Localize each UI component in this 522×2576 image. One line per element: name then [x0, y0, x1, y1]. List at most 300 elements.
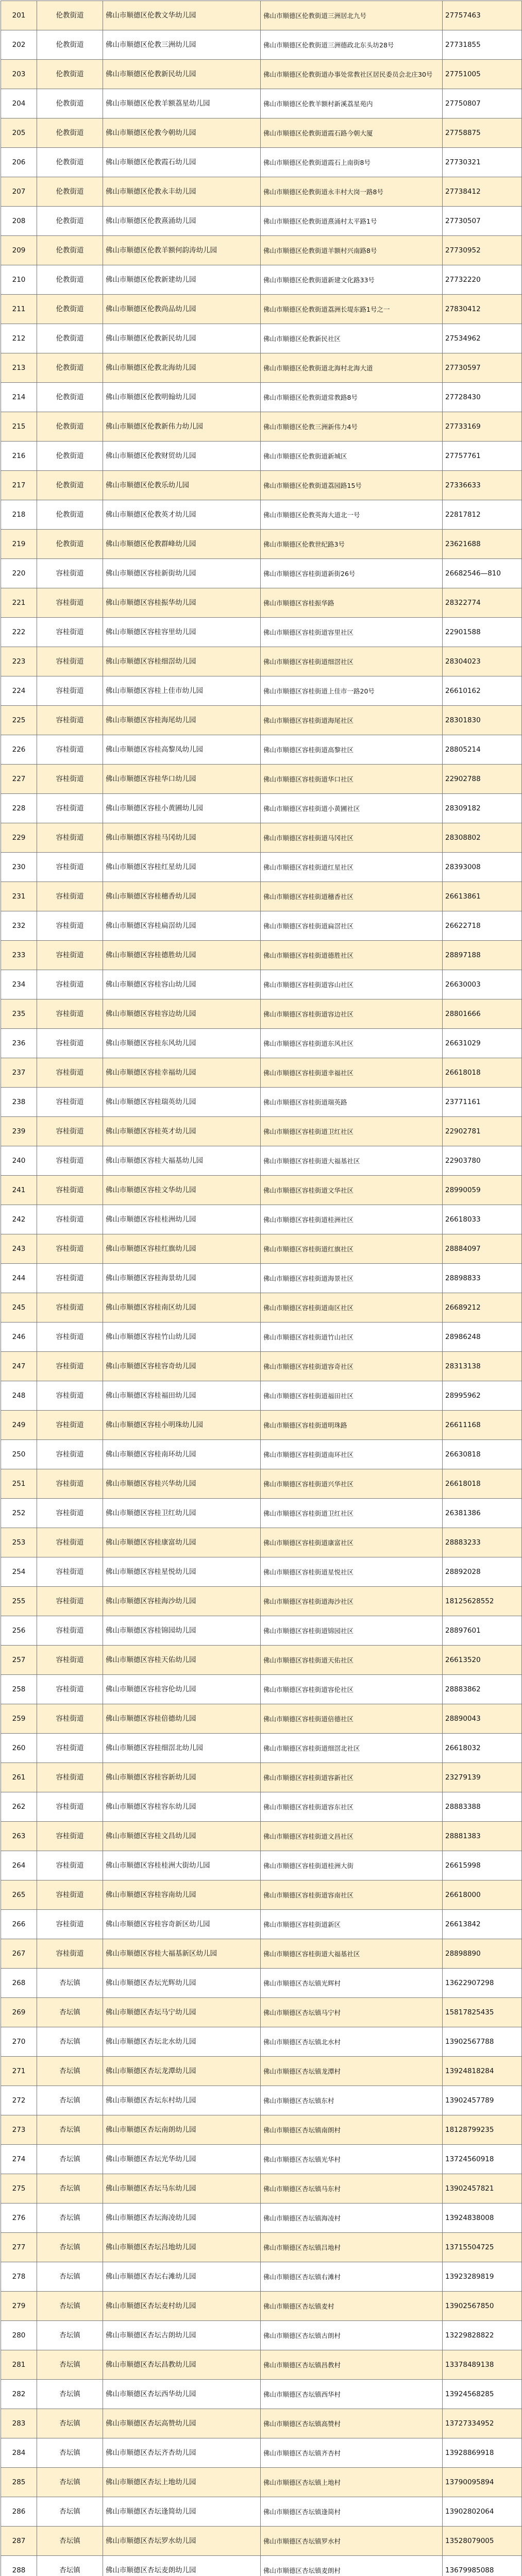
kindergarten-name-cell: 佛山市顺德区容桂小明珠幼儿园	[103, 1411, 261, 1440]
phone-cell: 27757463	[443, 1, 522, 30]
row-number-cell: 268	[1, 1969, 37, 1998]
row-number-cell: 236	[1, 1029, 37, 1058]
phone-cell: 23621688	[443, 530, 522, 559]
address-cell: 佛山市顺德区容桂街道容奇社区	[261, 1352, 443, 1381]
street-cell: 容桂街道	[37, 1910, 103, 1939]
kindergarten-name-cell: 佛山市顺德区杏坛上地幼儿园	[103, 2468, 261, 2497]
row-number-cell: 269	[1, 1998, 37, 2027]
kindergarten-name-cell: 佛山市顺德区容桂文昌幼儿园	[103, 1822, 261, 1851]
phone-cell: 26682546—810	[443, 559, 522, 588]
row-number-cell: 279	[1, 2292, 37, 2321]
row-number-cell: 286	[1, 2497, 37, 2527]
row-number-cell: 229	[1, 823, 37, 853]
kindergarten-name-cell: 佛山市顺德区伦教三洲幼儿园	[103, 30, 261, 60]
street-cell: 伦教街道	[37, 177, 103, 207]
address-cell: 佛山市顺德区容桂街道新街26号	[261, 559, 443, 588]
address-cell: 佛山市顺德区伦教羊额村新溪荔星苑内	[261, 89, 443, 118]
table-row	[1, 1939, 522, 1969]
kindergarten-name-cell: 佛山市顺德区容桂容山幼儿园	[103, 970, 261, 999]
kindergarten-name-cell: 佛山市顺德区杏坛西华幼儿园	[103, 2380, 261, 2409]
street-cell: 容桂街道	[37, 1734, 103, 1763]
table-row	[1, 794, 522, 823]
phone-cell: 13679985088	[443, 2556, 522, 2576]
street-cell: 伦教街道	[37, 207, 103, 236]
row-number-cell: 238	[1, 1088, 37, 1117]
phone-cell: 26613520	[443, 1646, 522, 1675]
table-row	[1, 1910, 522, 1939]
address-cell: 佛山市顺德区容桂振华路	[261, 588, 443, 618]
row-number-cell: 276	[1, 2204, 37, 2233]
address-cell: 佛山市顺德区杏坛镇东村	[261, 2086, 443, 2115]
address-cell: 佛山市顺德区容桂街道康富社区	[261, 1528, 443, 1557]
street-cell: 容桂街道	[37, 1587, 103, 1616]
address-cell: 佛山市顺德区容桂街道容东社区	[261, 1792, 443, 1822]
phone-cell: 26618033	[443, 1205, 522, 1234]
table-row	[1, 324, 522, 353]
phone-cell: 15817825435	[443, 1998, 522, 2027]
kindergarten-name-cell: 佛山市顺德区伦教羊额何韵涛幼儿园	[103, 236, 261, 265]
kindergarten-name-cell: 佛山市顺德区容桂新街幼儿园	[103, 559, 261, 588]
address-cell: 佛山市顺德区杏坛镇麦村	[261, 2292, 443, 2321]
street-cell: 容桂街道	[37, 1352, 103, 1381]
street-cell: 伦教街道	[37, 60, 103, 89]
phone-cell: 26611168	[443, 1411, 522, 1440]
table-row	[1, 1616, 522, 1646]
table-row	[1, 1146, 522, 1176]
table-row	[1, 823, 522, 853]
row-number-cell: 232	[1, 911, 37, 941]
table-row	[1, 1176, 522, 1205]
kindergarten-name-cell: 佛山市顺德区容桂英才幼儿园	[103, 1117, 261, 1146]
phone-cell: 26610162	[443, 676, 522, 706]
table-row	[1, 618, 522, 647]
row-number-cell: 257	[1, 1646, 37, 1675]
phone-cell: 28393008	[443, 853, 522, 882]
table-row	[1, 295, 522, 324]
address-cell: 佛山市顺德区伦教街道三洲德政北东头坊28号	[261, 30, 443, 60]
address-cell: 佛山市顺德区容桂街道东风社区	[261, 1029, 443, 1058]
phone-cell: 13924818284	[443, 2057, 522, 2086]
kindergarten-name-cell: 佛山市顺德区杏坛齐杏幼儿园	[103, 2438, 261, 2468]
kindergarten-name-cell: 佛山市顺德区容桂海尾幼儿园	[103, 706, 261, 735]
address-cell: 佛山市顺德区杏坛镇光华村	[261, 2145, 443, 2174]
phone-cell: 13902567788	[443, 2027, 522, 2057]
row-number-cell: 242	[1, 1205, 37, 1234]
street-cell: 伦教街道	[37, 471, 103, 500]
street-cell: 杏坛镇	[37, 2468, 103, 2497]
street-cell: 容桂街道	[37, 1880, 103, 1910]
kindergarten-name-cell: 佛山市顺德区伦教财贸幼儿园	[103, 442, 261, 471]
kindergarten-name-cell: 佛山市顺德区杏坛高赞幼儿园	[103, 2409, 261, 2438]
kindergarten-name-cell: 佛山市顺德区容桂容南幼儿园	[103, 1880, 261, 1910]
table-row	[1, 30, 522, 60]
row-number-cell: 263	[1, 1822, 37, 1851]
row-number-cell: 285	[1, 2468, 37, 2497]
table-row	[1, 1587, 522, 1616]
address-cell: 佛山市顺德区容桂街道瑞英路	[261, 1088, 443, 1117]
kindergarten-name-cell: 佛山市顺德区容桂容里幼儿园	[103, 618, 261, 647]
street-cell: 伦教街道	[37, 353, 103, 383]
table-row	[1, 2556, 522, 2576]
phone-cell: 28313138	[443, 1352, 522, 1381]
address-cell: 佛山市顺德区容桂街道桂洲社区	[261, 1205, 443, 1234]
phone-cell: 26622718	[443, 911, 522, 941]
phone-cell: 18128799235	[443, 2115, 522, 2145]
kindergarten-name-cell: 佛山市顺德区容桂康富幼儿园	[103, 1528, 261, 1557]
kindergarten-name-cell: 佛山市顺德区容桂高黎凤幼儿园	[103, 735, 261, 765]
table-row	[1, 1117, 522, 1146]
address-cell: 佛山市顺德区容桂街道锦园社区	[261, 1616, 443, 1646]
street-cell: 伦教街道	[37, 324, 103, 353]
street-cell: 容桂街道	[37, 1146, 103, 1176]
address-cell: 佛山市顺德区容桂街道德胜社区	[261, 941, 443, 970]
kindergarten-name-cell: 佛山市顺德区伦教群峰幼儿园	[103, 530, 261, 559]
phone-cell: 27731855	[443, 30, 522, 60]
table-row	[1, 207, 522, 236]
street-cell: 容桂街道	[37, 1939, 103, 1969]
address-cell: 佛山市顺德区容桂街道华口社区	[261, 765, 443, 794]
kindergarten-table	[1, 1, 522, 2576]
kindergarten-name-cell: 佛山市顺德区容桂细滘幼儿园	[103, 647, 261, 676]
kindergarten-name-cell: 佛山市顺德区容桂桂洲大街幼儿园	[103, 1851, 261, 1880]
row-number-cell: 221	[1, 588, 37, 618]
address-cell: 佛山市顺德区伦教街道三洲居北九号	[261, 1, 443, 30]
table-row	[1, 853, 522, 882]
street-cell: 伦教街道	[37, 442, 103, 471]
kindergarten-name-cell: 佛山市顺德区伦教北海幼儿园	[103, 353, 261, 383]
street-cell: 容桂街道	[37, 765, 103, 794]
row-number-cell: 215	[1, 412, 37, 442]
row-number-cell: 275	[1, 2174, 37, 2204]
table-row	[1, 1058, 522, 1088]
address-cell: 佛山市顺德区容桂街道卫红社区	[261, 1499, 443, 1528]
row-number-cell: 228	[1, 794, 37, 823]
street-cell: 容桂街道	[37, 1058, 103, 1088]
address-cell: 佛山市顺德区容桂街道文昌社区	[261, 1822, 443, 1851]
table-row	[1, 1646, 522, 1675]
address-cell: 佛山市顺德区容桂街道南区社区	[261, 1293, 443, 1323]
address-cell: 佛山市顺德区容桂街道马冈社区	[261, 823, 443, 853]
street-cell: 杏坛镇	[37, 2497, 103, 2527]
street-cell: 容桂街道	[37, 676, 103, 706]
street-cell: 容桂街道	[37, 1616, 103, 1646]
table-row	[1, 1469, 522, 1499]
table-row	[1, 1822, 522, 1851]
row-number-cell: 245	[1, 1293, 37, 1323]
row-number-cell: 239	[1, 1117, 37, 1146]
table-row	[1, 1675, 522, 1704]
street-cell: 容桂街道	[37, 588, 103, 618]
kindergarten-name-cell: 佛山市顺德区杏坛东村幼儿园	[103, 2086, 261, 2115]
street-cell: 容桂街道	[37, 1763, 103, 1792]
phone-cell: 13902567850	[443, 2292, 522, 2321]
kindergarten-name-cell: 佛山市顺德区容桂兴华幼儿园	[103, 1469, 261, 1499]
table-row	[1, 1440, 522, 1469]
address-cell: 佛山市顺德区伦教街道常教路8号	[261, 383, 443, 412]
row-number-cell: 270	[1, 2027, 37, 2057]
address-cell: 佛山市顺德区杏坛镇龙潭村	[261, 2057, 443, 2086]
row-number-cell: 233	[1, 941, 37, 970]
street-cell: 伦教街道	[37, 1, 103, 30]
street-cell: 容桂街道	[37, 1675, 103, 1704]
table-row	[1, 1557, 522, 1587]
phone-cell: 28883862	[443, 1675, 522, 1704]
table-row	[1, 2145, 522, 2174]
row-number-cell: 284	[1, 2438, 37, 2468]
address-cell: 佛山市顺德区容桂街道上佳市一路20号	[261, 676, 443, 706]
kindergarten-name-cell: 佛山市顺德区杏坛马宁幼儿园	[103, 1998, 261, 2027]
table-row	[1, 1969, 522, 1998]
table-row	[1, 1352, 522, 1381]
phone-cell: 27534962	[443, 324, 522, 353]
street-cell: 杏坛镇	[37, 2321, 103, 2350]
row-number-cell: 217	[1, 471, 37, 500]
kindergarten-name-cell: 佛山市顺德区容桂容奇幼儿园	[103, 1352, 261, 1381]
row-number-cell: 258	[1, 1675, 37, 1704]
phone-cell: 27758875	[443, 118, 522, 148]
address-cell: 佛山市顺德区容桂街道容南社区	[261, 1880, 443, 1910]
row-number-cell: 234	[1, 970, 37, 999]
kindergarten-name-cell: 佛山市顺德区杏坛北水幼儿园	[103, 2027, 261, 2057]
kindergarten-name-cell: 佛山市顺德区伦教明翰幼儿园	[103, 383, 261, 412]
phone-cell: 28308802	[443, 823, 522, 853]
address-cell: 佛山市顺德区杏坛镇北水村	[261, 2027, 443, 2057]
table-row	[1, 118, 522, 148]
street-cell: 伦教街道	[37, 295, 103, 324]
table-row	[1, 559, 522, 588]
kindergarten-name-cell: 佛山市顺德区容桂容东幼儿园	[103, 1792, 261, 1822]
address-cell: 佛山市顺德区杏坛镇右滩村	[261, 2262, 443, 2292]
phone-cell: 28805214	[443, 735, 522, 765]
phone-cell: 28322774	[443, 588, 522, 618]
street-cell: 伦教街道	[37, 89, 103, 118]
street-cell: 杏坛镇	[37, 2409, 103, 2438]
row-number-cell: 274	[1, 2145, 37, 2174]
address-cell: 佛山市顺德区伦教街道霞石上南街8号	[261, 148, 443, 177]
street-cell: 杏坛镇	[37, 1969, 103, 1998]
kindergarten-name-cell: 佛山市顺德区容桂华口幼儿园	[103, 765, 261, 794]
row-number-cell: 235	[1, 999, 37, 1029]
street-cell: 容桂街道	[37, 999, 103, 1029]
row-number-cell: 240	[1, 1146, 37, 1176]
kindergarten-name-cell: 佛山市顺德区伦教今朝幼儿园	[103, 118, 261, 148]
address-cell: 佛山市顺德区容桂街道天佑社区	[261, 1646, 443, 1675]
phone-cell: 13715504725	[443, 2233, 522, 2262]
row-number-cell: 267	[1, 1939, 37, 1969]
address-cell: 佛山市顺德区伦教街道霞石路今朝大厦	[261, 118, 443, 148]
row-number-cell: 259	[1, 1704, 37, 1734]
table-row	[1, 1704, 522, 1734]
address-cell: 佛山市顺德区伦教英海大道北一号	[261, 500, 443, 530]
phone-cell: 13724560918	[443, 2145, 522, 2174]
address-cell: 佛山市顺德区容桂街道福田社区	[261, 1381, 443, 1411]
kindergarten-name-cell: 佛山市顺德区容桂红星幼儿园	[103, 853, 261, 882]
table-row	[1, 1205, 522, 1234]
table-row	[1, 2262, 522, 2292]
table-row	[1, 1763, 522, 1792]
kindergarten-name-cell: 佛山市顺德区伦教英才幼儿园	[103, 500, 261, 530]
address-cell: 佛山市顺德区容桂街道穗香社区	[261, 882, 443, 911]
phone-cell: 27730321	[443, 148, 522, 177]
phone-cell: 13229828822	[443, 2321, 522, 2350]
table-row	[1, 1088, 522, 1117]
row-number-cell: 214	[1, 383, 37, 412]
street-cell: 伦教街道	[37, 236, 103, 265]
address-cell: 佛山市顺德区容桂街道大福基社区	[261, 1939, 443, 1969]
address-cell: 佛山市顺德区杏坛镇罗水村	[261, 2527, 443, 2556]
street-cell: 伦教街道	[37, 383, 103, 412]
kindergarten-name-cell: 佛山市顺德区容桂海景幼儿园	[103, 1264, 261, 1293]
address-cell: 佛山市顺德区伦教新民社区	[261, 324, 443, 353]
street-cell: 容桂街道	[37, 1646, 103, 1675]
kindergarten-name-cell: 佛山市顺德区杏坛麦朗幼儿园	[103, 2556, 261, 2576]
row-number-cell: 241	[1, 1176, 37, 1205]
address-cell: 佛山市顺德区容桂街道容新社区	[261, 1763, 443, 1792]
row-number-cell: 206	[1, 148, 37, 177]
phone-cell: 26631029	[443, 1029, 522, 1058]
street-cell: 容桂街道	[37, 1234, 103, 1264]
address-cell: 佛山市顺德区杏坛镇海凌村	[261, 2204, 443, 2233]
row-number-cell: 216	[1, 442, 37, 471]
phone-cell: 28801666	[443, 999, 522, 1029]
table-row	[1, 588, 522, 618]
table-row	[1, 1, 522, 30]
street-cell: 容桂街道	[37, 1499, 103, 1528]
street-cell: 杏坛镇	[37, 2350, 103, 2380]
street-cell: 容桂街道	[37, 911, 103, 941]
address-cell: 佛山市顺德区容桂街道桂洲大街	[261, 1851, 443, 1880]
table-row	[1, 1411, 522, 1440]
table-row	[1, 2086, 522, 2115]
kindergarten-name-cell: 佛山市顺德区伦教熹涌幼儿园	[103, 207, 261, 236]
street-cell: 杏坛镇	[37, 2292, 103, 2321]
table-row	[1, 2409, 522, 2438]
street-cell: 伦教街道	[37, 118, 103, 148]
street-cell: 杏坛镇	[37, 2233, 103, 2262]
kindergarten-name-cell: 佛山市顺德区杏坛逢简幼儿园	[103, 2497, 261, 2527]
table-row	[1, 2438, 522, 2468]
table-row	[1, 2233, 522, 2262]
address-cell: 佛山市顺德区容桂街道高黎社区	[261, 735, 443, 765]
street-cell: 容桂街道	[37, 823, 103, 853]
table-row	[1, 236, 522, 265]
kindergarten-name-cell: 佛山市顺德区伦教文华幼儿园	[103, 1, 261, 30]
row-number-cell: 227	[1, 765, 37, 794]
kindergarten-name-cell: 佛山市顺德区容桂福田幼儿园	[103, 1381, 261, 1411]
address-cell: 佛山市顺德区容桂街道星悦社区	[261, 1557, 443, 1587]
phone-cell: 26630818	[443, 1440, 522, 1469]
phone-cell: 23279139	[443, 1763, 522, 1792]
kindergarten-name-cell: 佛山市顺德区杏坛马东幼儿园	[103, 2174, 261, 2204]
address-cell: 佛山市顺德区杏坛镇逢简村	[261, 2497, 443, 2527]
street-cell: 容桂街道	[37, 1528, 103, 1557]
table-row	[1, 1234, 522, 1264]
address-cell: 佛山市顺德区容桂街道容山社区	[261, 970, 443, 999]
phone-cell: 27730952	[443, 236, 522, 265]
row-number-cell: 210	[1, 265, 37, 295]
phone-cell: 13378489138	[443, 2350, 522, 2380]
address-cell: 佛山市顺德区杏坛镇高赞村	[261, 2409, 443, 2438]
kindergarten-name-cell: 佛山市顺德区容桂卫红幼儿园	[103, 1499, 261, 1528]
kindergarten-name-cell: 佛山市顺德区容桂大福基新区幼儿园	[103, 1939, 261, 1969]
row-number-cell: 255	[1, 1587, 37, 1616]
table-row	[1, 999, 522, 1029]
street-cell: 容桂街道	[37, 1029, 103, 1058]
phone-cell: 27728430	[443, 383, 522, 412]
table-row	[1, 970, 522, 999]
street-cell: 杏坛镇	[37, 2380, 103, 2409]
street-cell: 容桂街道	[37, 618, 103, 647]
table-row	[1, 471, 522, 500]
address-cell: 佛山市顺德区伦教街道荔园路15号	[261, 471, 443, 500]
kindergarten-name-cell: 佛山市顺德区杏坛海凌幼儿园	[103, 2204, 261, 2233]
row-number-cell: 261	[1, 1763, 37, 1792]
kindergarten-name-cell: 佛山市顺德区杏坛麦村幼儿园	[103, 2292, 261, 2321]
phone-cell: 28883233	[443, 1528, 522, 1557]
table-row	[1, 148, 522, 177]
street-cell: 杏坛镇	[37, 2556, 103, 2576]
table-row	[1, 2115, 522, 2145]
row-number-cell: 273	[1, 2115, 37, 2145]
address-cell: 佛山市顺德区杏坛镇吕地村	[261, 2233, 443, 2262]
kindergarten-name-cell: 佛山市顺德区容桂竹山幼儿园	[103, 1323, 261, 1352]
row-number-cell: 249	[1, 1411, 37, 1440]
phone-cell: 13902457789	[443, 2086, 522, 2115]
table-row	[1, 2057, 522, 2086]
kindergarten-name-cell: 佛山市顺德区容桂红旗幼儿园	[103, 1234, 261, 1264]
row-number-cell: 246	[1, 1323, 37, 1352]
address-cell: 佛山市顺德区容桂街道细滘社区	[261, 647, 443, 676]
kindergarten-name-cell: 佛山市顺德区伦教霞石幼儿园	[103, 148, 261, 177]
table-row	[1, 676, 522, 706]
kindergarten-name-cell: 佛山市顺德区容桂幸福幼儿园	[103, 1058, 261, 1088]
table-row	[1, 530, 522, 559]
table-row	[1, 60, 522, 89]
street-cell: 杏坛镇	[37, 2174, 103, 2204]
phone-cell: 28884097	[443, 1234, 522, 1264]
address-cell: 佛山市顺德区伦教街道新建文化路33号	[261, 265, 443, 295]
phone-cell: 26615998	[443, 1851, 522, 1880]
phone-cell: 22901588	[443, 618, 522, 647]
address-cell: 佛山市顺德区杏坛镇马东村	[261, 2174, 443, 2204]
phone-cell: 13928869918	[443, 2438, 522, 2468]
row-number-cell: 256	[1, 1616, 37, 1646]
table-row	[1, 911, 522, 941]
address-cell: 佛山市顺德区伦教街道新城区	[261, 442, 443, 471]
row-number-cell: 271	[1, 2057, 37, 2086]
phone-cell: 28898890	[443, 1939, 522, 1969]
row-number-cell: 277	[1, 2233, 37, 2262]
street-cell: 容桂街道	[37, 970, 103, 999]
street-cell: 容桂街道	[37, 1440, 103, 1469]
row-number-cell: 250	[1, 1440, 37, 1469]
row-number-cell: 201	[1, 1, 37, 30]
table-row	[1, 941, 522, 970]
kindergarten-name-cell: 佛山市顺德区杏坛吕地幼儿园	[103, 2233, 261, 2262]
street-cell: 伦教街道	[37, 530, 103, 559]
table-row	[1, 2204, 522, 2233]
table-row	[1, 1528, 522, 1557]
kindergarten-name-cell: 佛山市顺德区伦教新民幼儿园	[103, 324, 261, 353]
phone-cell: 28890043	[443, 1704, 522, 1734]
street-cell: 杏坛镇	[37, 1998, 103, 2027]
row-number-cell: 218	[1, 500, 37, 530]
phone-cell: 27730597	[443, 353, 522, 383]
phone-cell: 22903780	[443, 1146, 522, 1176]
street-cell: 伦教街道	[37, 265, 103, 295]
row-number-cell: 254	[1, 1557, 37, 1587]
kindergarten-name-cell: 佛山市顺德区伦教新建幼儿园	[103, 265, 261, 295]
